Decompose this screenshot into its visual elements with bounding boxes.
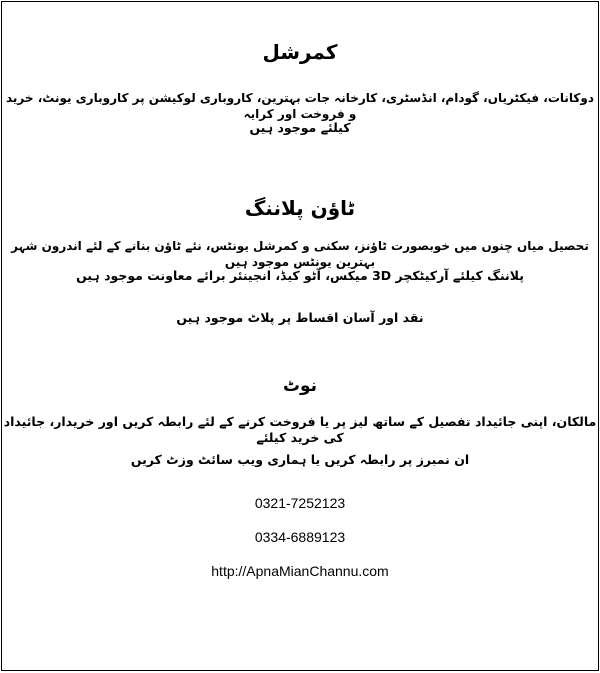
ad-page [1,1,599,671]
note-heading: نوٹ [282,376,318,396]
town-planning-heading: ٹاؤن پلاننگ [244,196,356,220]
town-planning-line-1: تحصیل میاں چنوں میں خوبصورت ٹاؤنز، سکنی و کمرشل یونٹس، نئے ٹاؤن بنانے کے لئے اندرون شہر بہترین یونٹس موجود ہیں [11,239,589,269]
town-planning-line-2: پلاننگ کیلئے آرکیٹکچر 3D میکس، آٹو کیڈ، انجینئر برائے معاونت موجود ہیں [76,268,524,283]
phone-number-2: 0334-6889123 [254,529,346,545]
website-link[interactable]: http://ApnaMianChannu.com [211,563,389,579]
phone-number-1: 0321-7252123 [254,495,346,511]
note-line-2: ان نمبرز پر رابطہ کریں یا ہماری ویب سائٹ وزٹ کریں [130,452,470,467]
commercial-heading: کمرشل [262,40,338,64]
commercial-line-1: دوکانات، فیکٹریاں، گودام، انڈسٹری، کارخانہ جات بہترین، کاروباری لوکیشن پر کاروباری یونٹ، خرید و فروخت اور کرایہ [5,91,594,121]
note-line-1: مالکان، اپنی جائیداد تفصیل کے ساتھ لیز پر یا فروخت کرنے کے لئے رابطہ کریں اور خریدار، جائیداد کی خرید کیلئے [3,414,597,445]
commercial-line-2: کیلئے موجود ہیں [249,120,351,135]
town-planning-line-3: نقد اور آسان اقساط پر پلاٹ موجود ہیں [176,310,424,325]
